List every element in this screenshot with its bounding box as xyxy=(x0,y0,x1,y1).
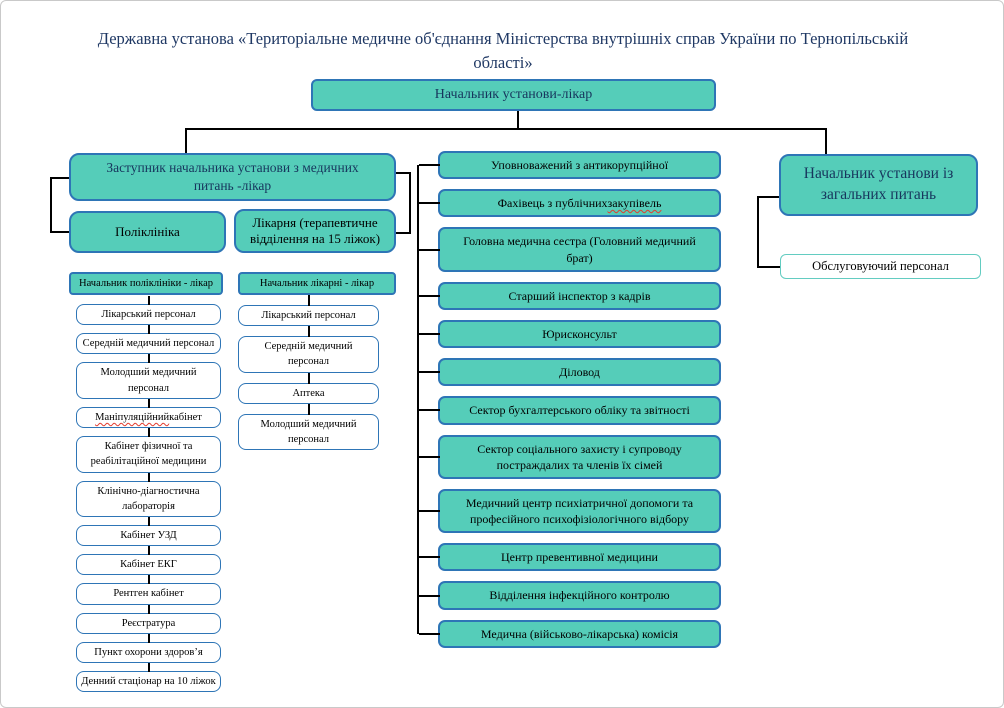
org-node: Медична (військово-лікарська) комісія xyxy=(438,620,721,648)
org-node: Юрисконсульт xyxy=(438,320,721,348)
org-node: Пункт охорони здоров’я xyxy=(76,642,221,663)
org-node: Обслуговуючий персонал xyxy=(780,254,981,279)
org-node: Кабінет ЕКГ xyxy=(76,554,221,575)
node-poliklinika-chief: Начальник поліклініки - лікар xyxy=(69,272,223,295)
connector-drop-left xyxy=(185,128,187,154)
org-node: Клінічно-діагностична лабораторія xyxy=(76,481,221,517)
page-title: Державна установа «Територіальне медичне об'єднання Міністерства внутрішніх справ України по Тернопільській області» xyxy=(97,29,909,72)
org-node: Сектор соціального захисту і супроводу постраждалих та членів їх сімей xyxy=(438,435,721,479)
org-node: Маніпуляційний кабінет xyxy=(76,407,221,428)
node-poliklinika: Поліклініка xyxy=(69,211,226,253)
org-node: Головна медична сестра (Головний медичний брат) xyxy=(438,227,721,271)
org-node: Лікарський персонал xyxy=(76,304,221,325)
poliklinika-units-column xyxy=(76,304,221,692)
node-medical-deputy: Заступник начальника установи з медичних питань -лікар xyxy=(69,153,396,201)
org-node: Фахівець з публічних закупівель xyxy=(438,189,721,217)
org-node: Кабінет фізичної та реабілітаційної медицини xyxy=(76,436,221,472)
org-node: Реєстратура xyxy=(76,613,221,634)
central-units-column xyxy=(438,151,721,648)
org-node: Відділення інфекційного контролю xyxy=(438,581,721,609)
org-node: Старший інспектор з кадрів xyxy=(438,282,721,310)
org-node: Уповноважений з антикорупційної xyxy=(438,151,721,179)
org-node: Медичний центр психіатричної допомоги та професійного психофізіологічного відбору xyxy=(438,489,721,533)
org-node: Середній медичний персонал xyxy=(76,333,221,354)
central-spine xyxy=(417,165,419,634)
node-general-deputy: Начальник установи із загальних питань xyxy=(779,154,978,216)
connector-deputy-likarnia-vertical xyxy=(409,172,411,234)
general-units-column xyxy=(780,254,981,279)
connector-general-top xyxy=(757,196,779,198)
connector-drop-right xyxy=(825,128,827,155)
connector-deputy-poliklinika-top xyxy=(50,177,69,179)
org-node: Денний стаціонар на 10 ліжок xyxy=(76,671,221,692)
connector-root-stem xyxy=(517,111,519,129)
org-node: Рентген кабінет xyxy=(76,583,221,604)
org-node: Кабінет УЗД xyxy=(76,525,221,546)
connector-general-vertical xyxy=(757,196,759,268)
org-node: Молодший медичний персонал xyxy=(76,362,221,398)
connector-deputy-poliklinika-vertical xyxy=(50,177,52,233)
org-node: Молодший медичний персонал xyxy=(238,414,379,450)
org-node: Аптека xyxy=(238,383,379,404)
org-node: Сектор бухгалтерського обліку та звітності xyxy=(438,396,721,424)
connector-general-bottom xyxy=(757,266,780,268)
likarnia-units-column xyxy=(238,305,379,450)
org-node: Діловод xyxy=(438,358,721,386)
org-node: Центр превентивної медицини xyxy=(438,543,721,571)
connector-deputy-likarnia-bottom xyxy=(396,232,411,234)
connector-main-horizontal xyxy=(185,128,827,130)
node-likarnia: Лікарня (терапевтичне відділення на 15 ліжок) xyxy=(234,209,396,253)
org-node: Середній медичний персонал xyxy=(238,336,379,372)
node-likarnia-chief: Начальник лікарні - лікар xyxy=(238,272,396,295)
connector-deputy-poliklinika-bottom xyxy=(50,231,69,233)
org-node: Лікарський персонал xyxy=(238,305,379,326)
node-institution-head: Начальник установи-лікар xyxy=(311,79,716,111)
